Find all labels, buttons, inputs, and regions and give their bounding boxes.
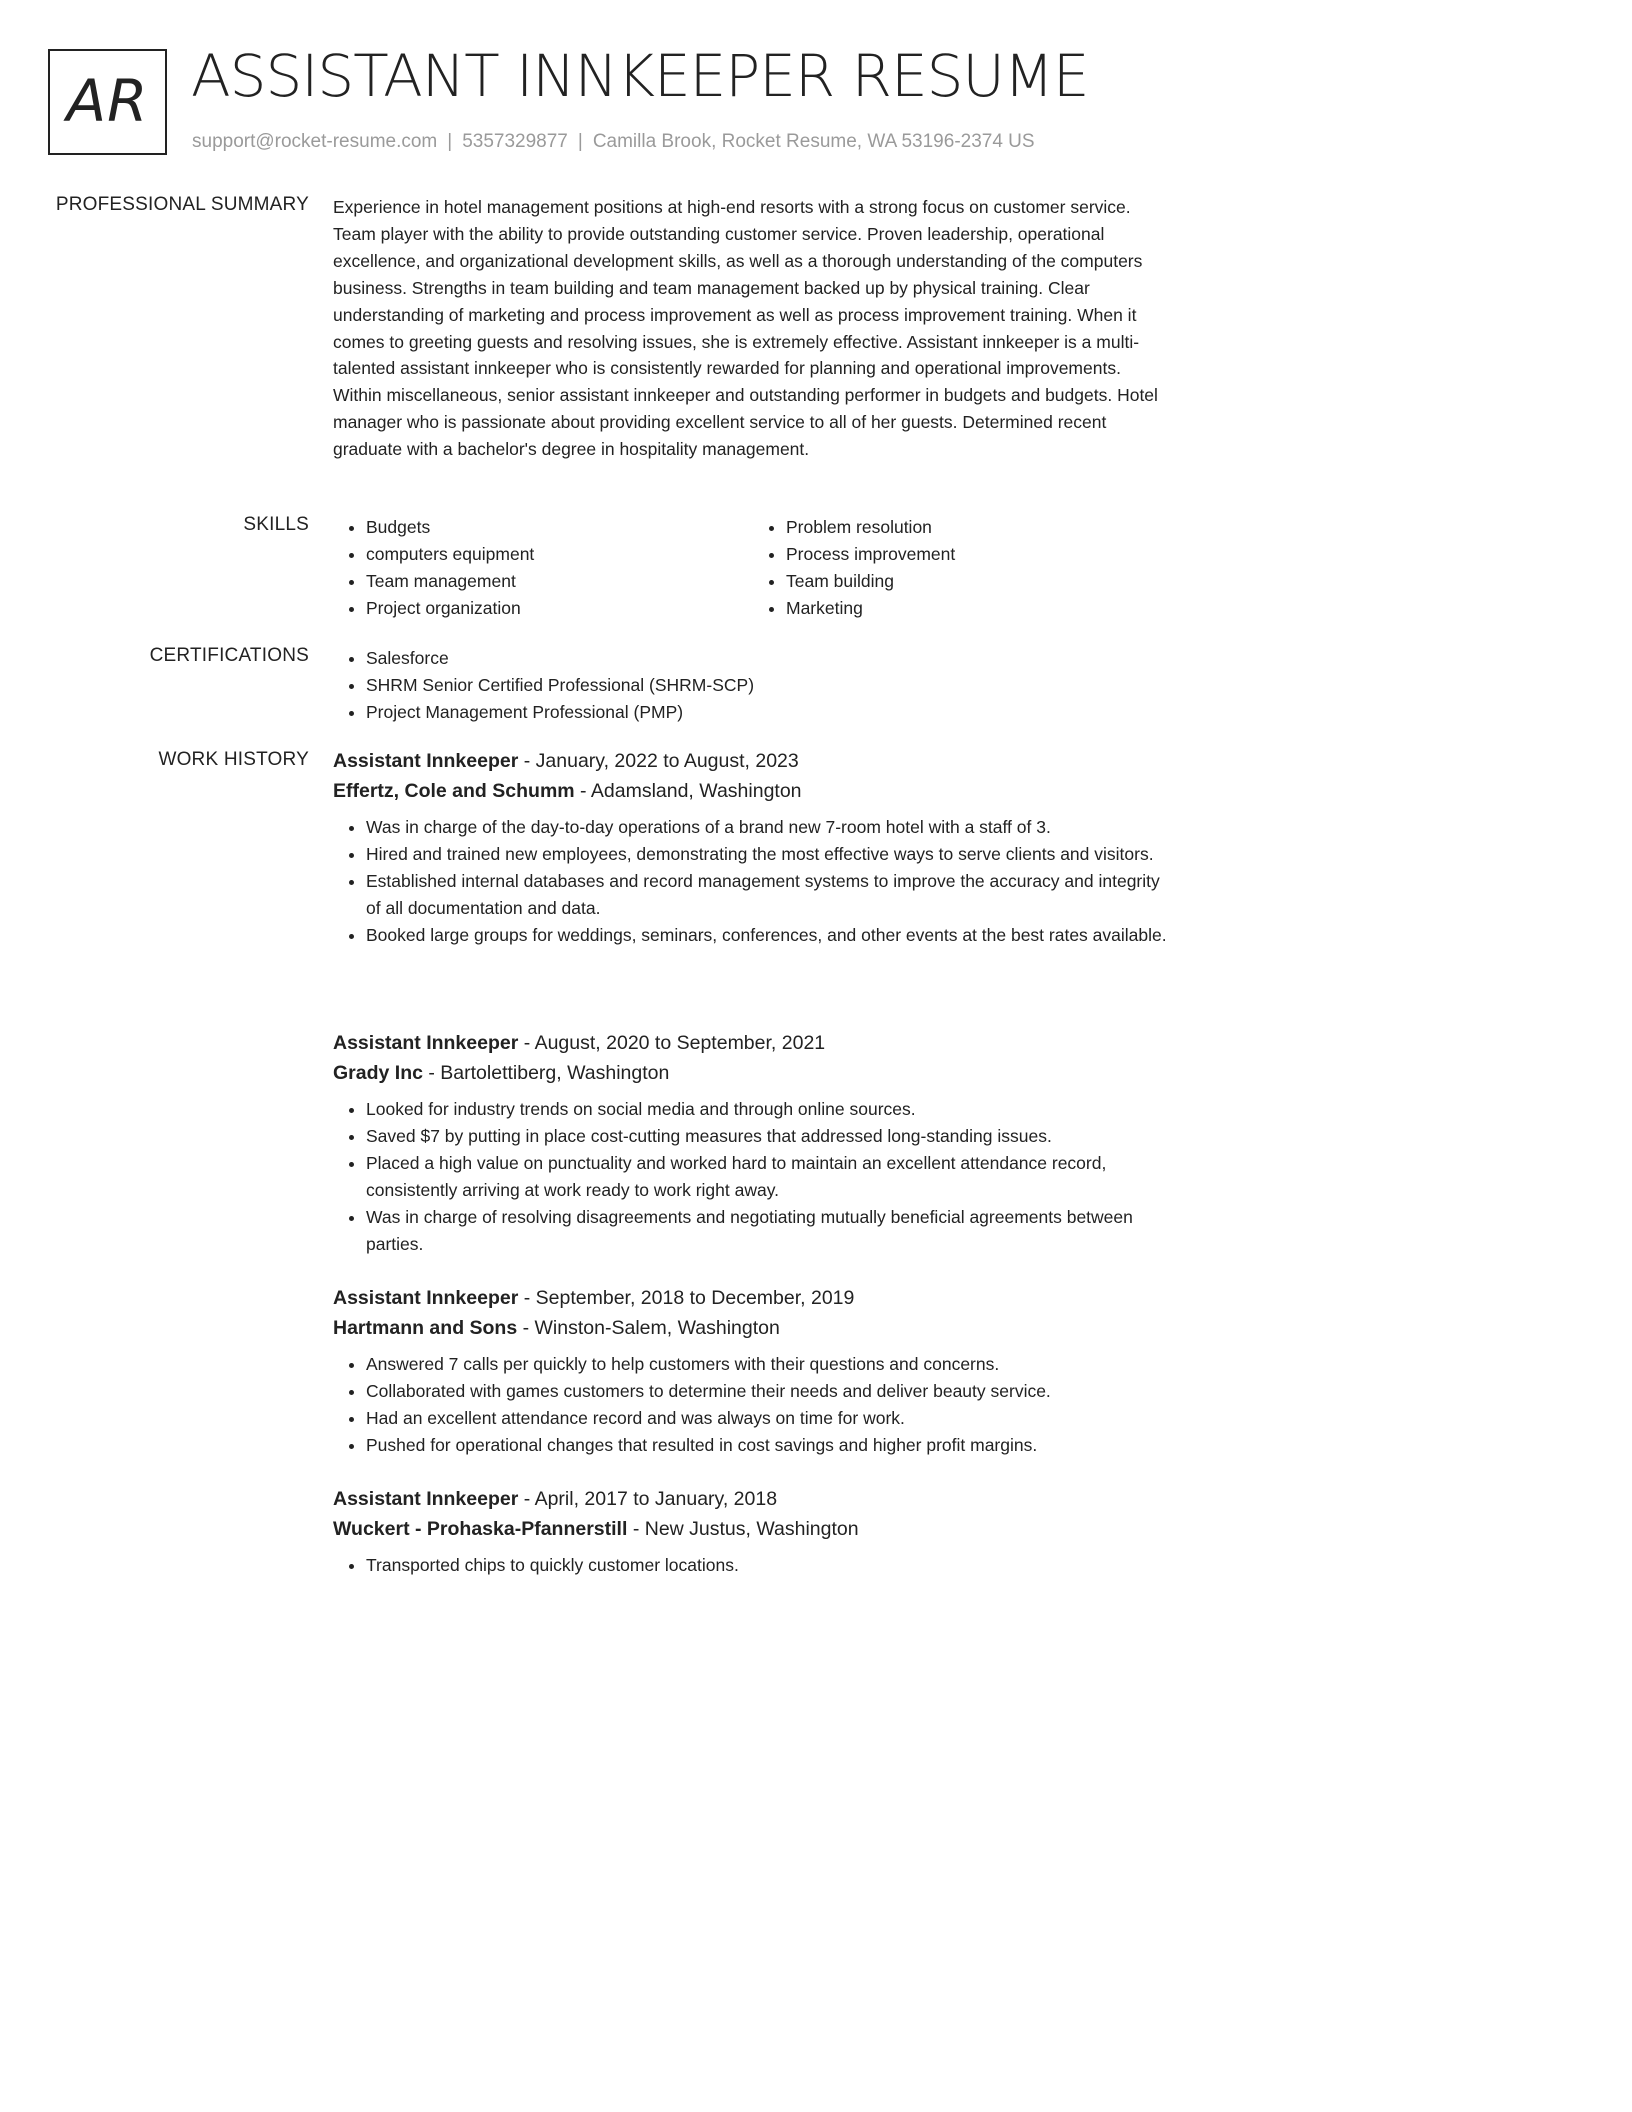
summary-text: Experience in hotel management positions at high-end resorts with a strong focus on customer service. Team player with the ability to provide outstanding customer service. Proven leadership, operational excellence, and organizational development skills, as well as a thorough understanding of the computers business. Strengths in team building and team management backed up by physical training. Clear understanding of marketing and process improvement as well as process improvement training. When it comes to greeting guests and resolving issues, she is extremely effective. Assistant innkeeper is a multi-talented assistant innkeeper who is consistently rewarded for planning and operational improvements. Within miscellaneous, senior assistant innkeeper and outstanding performer in budgets and budgets. Hotel manager who is passionate about providing excellent service to all of her guests. Determined recent graduate with a bachelor's degree in hospitality management. — [333, 197, 1158, 460]
job-title: Assistant Innkeeper — [333, 1287, 519, 1309]
job-dates: - August, 2020 to September, 2021 — [518, 1032, 826, 1054]
job-title: Assistant Innkeeper — [333, 750, 519, 772]
job-entry — [333, 747, 1173, 949]
job-bullets — [333, 1552, 1173, 1579]
job-bullet: • Looked for industry trends on social media and through online sources. — [366, 1096, 1173, 1123]
contact-separator: | — [577, 131, 583, 152]
skill-item: • Marketing — [786, 595, 1173, 622]
job-location: - New Justus, Washington — [627, 1517, 859, 1540]
contact-line — [192, 131, 1035, 153]
job-dates: - September, 2018 to December, 2019 — [518, 1287, 855, 1309]
certifications-list — [333, 645, 1173, 726]
job-bullet: • Saved $7 by putting in place cost-cutting measures that addressed long-standing issues. — [366, 1123, 1173, 1150]
job-bullets — [333, 814, 1173, 949]
certification-item: • SHRM Senior Certified Professional (SHRM-SCP) — [366, 672, 1173, 699]
contact-address: Camilla Brook, Rocket Resume, WA 53196-2374 US — [592, 131, 1035, 152]
work-history-label: WORK HISTORY — [158, 749, 309, 770]
skill-item: • Problem resolution — [786, 514, 1173, 541]
job-dates: - January, 2022 to August, 2023 — [518, 750, 799, 772]
job-bullets — [333, 1351, 1173, 1459]
skill-item: • computers equipment — [366, 541, 753, 568]
job-bullet: • Booked large groups for weddings, seminars, conferences, and other events at the best rates available. — [366, 922, 1173, 949]
job-company-line — [333, 1059, 1173, 1089]
skill-item: • Team management — [366, 568, 753, 595]
job-bullet: • Had an excellent attendance record and was always on time for work. — [366, 1405, 1173, 1432]
job-bullet: • Placed a high value on punctuality and worked hard to maintain an excellent attendance record, consistently arriving at work ready to work right away. — [366, 1150, 1173, 1204]
initials-text: AR — [66, 67, 149, 135]
skill-item: • Team building — [786, 568, 1173, 595]
job-company: Effertz, Cole and Schumm — [333, 779, 575, 802]
job-title: Assistant Innkeeper — [333, 1488, 519, 1510]
job-company-line — [333, 1515, 1173, 1545]
job-entry — [333, 1029, 1173, 1257]
skill-item: • Process improvement — [786, 541, 1173, 568]
job-company: Wuckert - Prohaska-Pfannerstill — [333, 1517, 628, 1540]
skills-right-list — [753, 514, 1173, 622]
job-title-line — [333, 747, 1173, 777]
job-bullet: • Transported chips to quickly customer locations. — [366, 1552, 1173, 1579]
job-entry — [333, 1284, 1173, 1459]
job-company: Grady Inc — [333, 1061, 423, 1084]
contact-separator: | — [447, 131, 453, 152]
job-entry — [333, 1485, 1173, 1579]
job-bullet: • Answered 7 calls per quickly to help customers with their questions and concerns. — [366, 1351, 1173, 1378]
contact-email: support@rocket-resume.com — [192, 131, 438, 152]
summary-label: PROFESSIONAL SUMMARY — [55, 194, 309, 215]
job-bullet: • Collaborated with games customers to determine their needs and deliver beauty service. — [366, 1378, 1173, 1405]
initials-monogram — [48, 49, 167, 155]
job-title-line — [333, 1485, 1173, 1515]
job-title-line — [333, 1029, 1173, 1059]
job-company-line — [333, 1314, 1173, 1344]
job-dates: - April, 2017 to January, 2018 — [518, 1488, 778, 1510]
job-location: - Bartolettiberg, Washington — [422, 1061, 670, 1084]
job-company-line — [333, 777, 1173, 807]
job-bullet: • Was in charge of the day-to-day operations of a brand new 7-room hotel with a staff of 3. — [366, 814, 1173, 841]
job-title: Assistant Innkeeper — [333, 1032, 519, 1054]
skill-item: • Budgets — [366, 514, 753, 541]
job-company: Hartmann and Sons — [333, 1316, 518, 1339]
job-bullet: • Hired and trained new employees, demonstrating the most effective ways to serve clients and visitors. — [366, 841, 1173, 868]
job-bullets — [333, 1096, 1173, 1257]
resume-title: ASSISTANT INNKEEPER RESUME — [191, 42, 1089, 110]
job-bullet: • Pushed for operational changes that resulted in cost savings and higher profit margins. — [366, 1432, 1173, 1459]
skill-item: • Project organization — [366, 595, 753, 622]
certifications-label: CERTIFICATIONS — [149, 645, 309, 666]
skills-lists — [333, 514, 1173, 622]
job-location: - Winston-Salem, Washington — [517, 1316, 780, 1339]
job-bullet: • Established internal databases and record management systems to improve the accuracy and integrity of all documentation and data. — [366, 868, 1173, 922]
job-title-line — [333, 1284, 1173, 1314]
skills-left-list — [333, 514, 753, 622]
job-bullet: • Was in charge of resolving disagreements and negotiating mutually beneficial agreements between parties. — [366, 1204, 1173, 1258]
certification-item: • Project Management Professional (PMP) — [366, 699, 1173, 726]
contact-phone: 5357329877 — [462, 131, 568, 152]
job-location: - Adamsland, Washington — [574, 779, 802, 802]
skills-label: SKILLS — [243, 514, 309, 535]
certification-item: • Salesforce — [366, 645, 1173, 672]
